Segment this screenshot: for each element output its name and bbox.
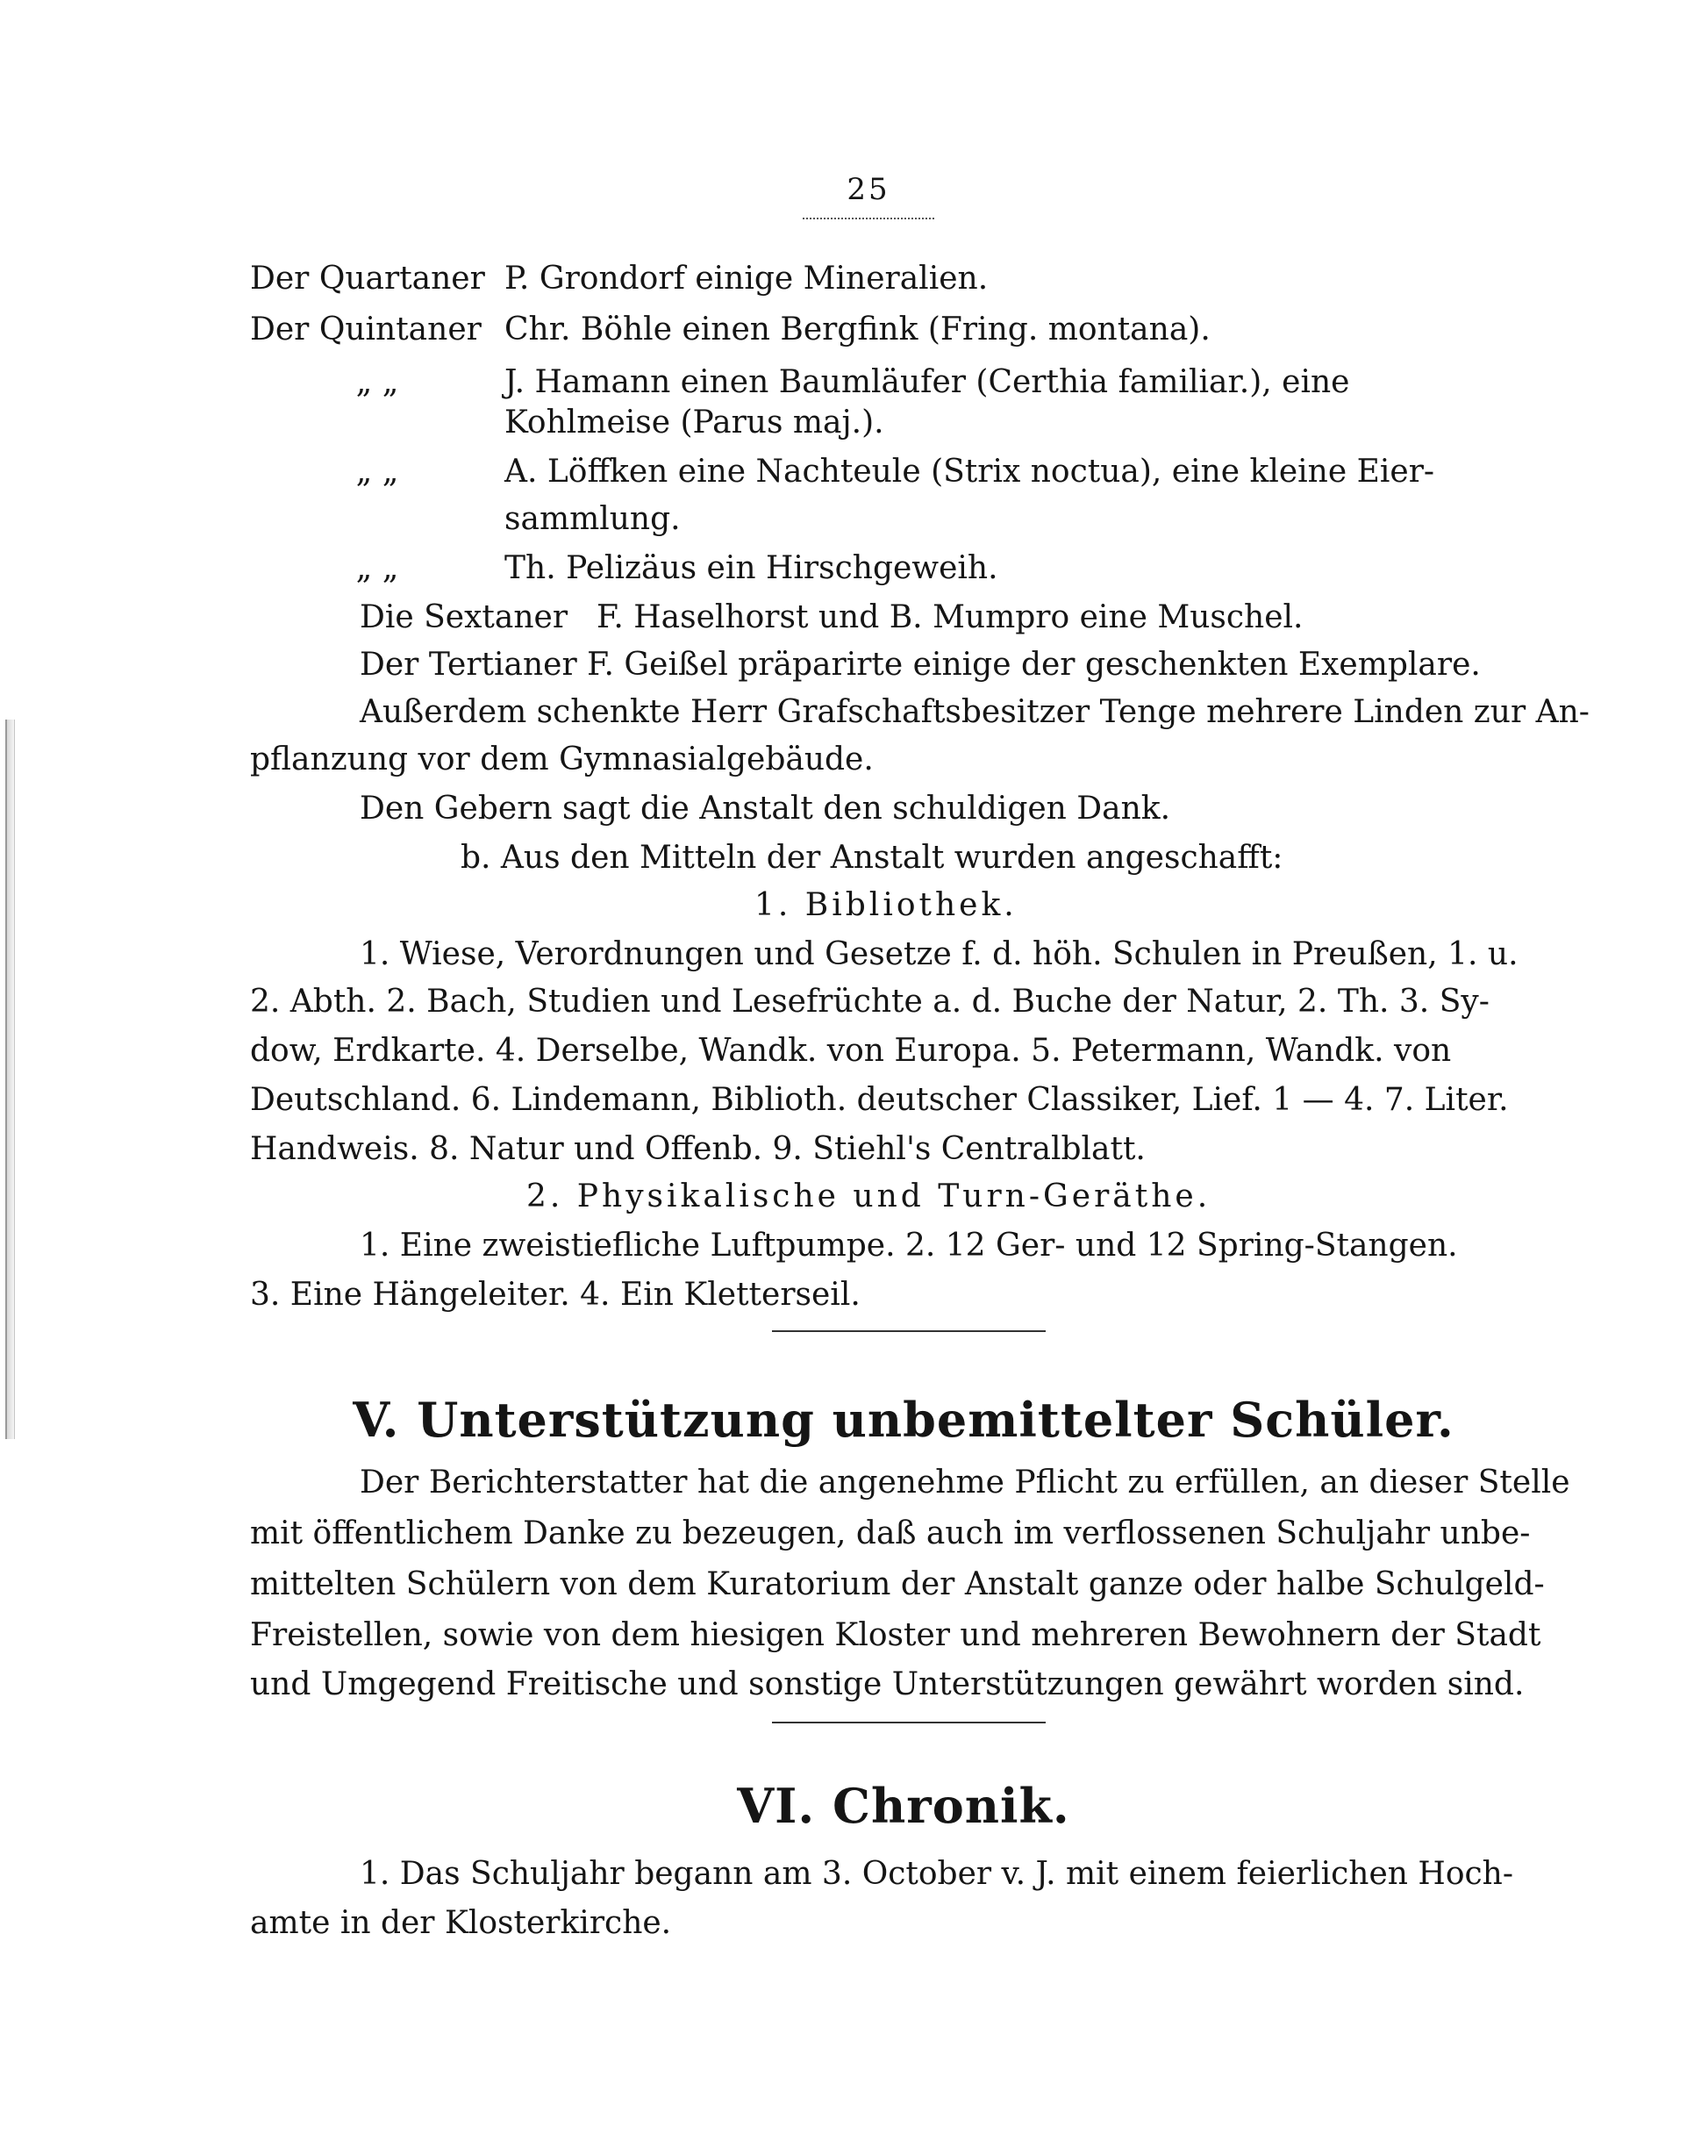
physics-line: 3. Eine Hängeleiter. 4. Ein Kletterseil. [250, 1277, 861, 1313]
donation-row [360, 595, 1557, 641]
donation-row [250, 360, 1557, 405]
donation-row [250, 449, 1557, 495]
donation-row [250, 256, 1557, 302]
donation-text: Th. Pelizäus ein Hirschgeweih. [504, 550, 998, 586]
library-line: Deutschland. 6. Lindemann, Biblioth. deutscher Classiker, Lief. 1 — 4. 7. Liter. [250, 1082, 1509, 1118]
section-vi-heading: VI. Chronik. [737, 1778, 1070, 1834]
section-vi-line: amte in der Klosterkirche. [250, 1905, 672, 1941]
section-divider [772, 1722, 1046, 1723]
donation-text: A. Löffken eine Nachteule (Strix noctua), eine kleine Eier- [504, 454, 1435, 490]
section-v-line: Freistellen, sowie von dem hiesigen Kloster und mehreren Bewohnern der Stadt [250, 1617, 1541, 1653]
acquired-intro: b. Aus den Mitteln der Anstalt wurden angeschafft: [461, 840, 1283, 876]
ditto-marks: „ „ [355, 454, 399, 490]
donor-label: Die Sextaner [360, 599, 568, 635]
library-line: Handweis. 8. Natur und Offenb. 9. Stiehl's Centralblatt. [250, 1131, 1146, 1167]
donation-text: Kohlmeise (Parus maj.). [504, 405, 884, 441]
donation-text: J. Hamann einen Baumläufer (Certhia familiar.), eine [504, 364, 1350, 400]
donation-text: P. Grondorf einige Mineralien. [504, 261, 989, 297]
section-v-line: und Umgegend Freitische und sonstige Unterstützungen gewährt worden sind. [250, 1666, 1525, 1702]
linden-line-2: pflanzung vor dem Gymnasialgebäude. [250, 741, 874, 777]
section-v-line: mit öffentlichem Danke zu bezeugen, daß auch im verflossenen Schuljahr unbe- [250, 1515, 1531, 1551]
section-v-heading: V. Unterstützung unbemittelter Schüler. [353, 1392, 1454, 1448]
library-line: dow, Erdkarte. 4. Derselbe, Wandk. von Europa. 5. Petermann, Wandk. von [250, 1033, 1452, 1069]
ditto-marks: „ „ [355, 550, 399, 586]
section-v-line: Der Berichterstatter hat die angenehme Pflicht zu erfüllen, an dieser Stelle [360, 1465, 1570, 1501]
library-line: 1. Wiese, Verordnungen und Gesetze f. d. höh. Schulen in Preußen, 1. u. [360, 936, 1519, 972]
library-line: 2. Abth. 2. Bach, Studien und Lesefrüchte a. d. Buche der Natur, 2. Th. 3. Sy- [250, 984, 1490, 1020]
section-divider [772, 1330, 1046, 1332]
page-binding-edge [5, 720, 15, 1439]
donation-text: F. Haselhorst und B. Mumpro eine Muschel. [597, 599, 1304, 635]
library-heading: 1. Bibliothek. [754, 887, 1018, 923]
donor-label: Der Quintaner [250, 312, 482, 347]
tertianer-line: Der Tertianer F. Geißel präparirte einige der geschenkten Exemplare. [360, 647, 1481, 683]
page-number-rule [803, 218, 934, 219]
donation-text: Chr. Böhle einen Bergfink (Fring. montana). [504, 312, 1211, 347]
donation-row [250, 546, 1557, 591]
page-number: 25 [847, 172, 890, 207]
donor-label: Der Quartaner [250, 261, 485, 297]
linden-line-1: Außerdem schenkte Herr Grafschaftsbesitzer Tenge mehrere Linden zur An- [360, 694, 1590, 730]
donation-text: sammlung. [504, 501, 681, 537]
physics-line: 1. Eine zweistiefliche Luftpumpe. 2. 12 Ger- und 12 Spring-Stangen. [360, 1228, 1458, 1264]
thanks-line: Den Gebern sagt die Anstalt den schuldigen Dank. [360, 791, 1171, 827]
donation-row [250, 400, 1557, 446]
section-v-line: mittelten Schülern von dem Kuratorium der Anstalt ganze oder halbe Schulgeld- [250, 1566, 1545, 1602]
physics-heading: 2. Physikalische und Turn-Geräthe. [526, 1178, 1211, 1214]
ditto-marks: „ „ [355, 364, 399, 400]
donation-row [250, 307, 1557, 353]
donation-row [250, 497, 1557, 542]
section-vi-line: 1. Das Schuljahr begann am 3. October v. J. mit einem feierlichen Hoch- [360, 1856, 1514, 1892]
